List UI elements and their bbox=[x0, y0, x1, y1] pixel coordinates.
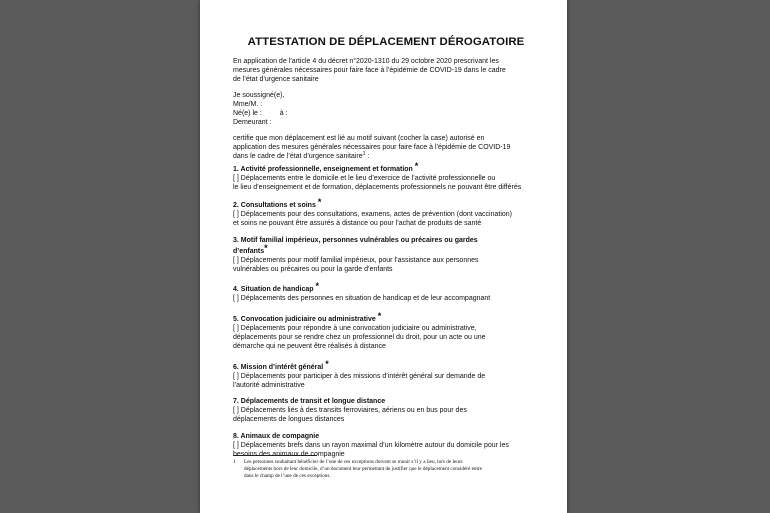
footnote-text: Les personnes souhaitant bénéficier de l’une de ces exceptions doivent se munir s’il y a lieu, lors de leurs bbox=[244, 459, 463, 465]
section-heading-text: 6. Mission d’intérêt général bbox=[233, 364, 324, 371]
section-heading-text: 1. Activité professionnelle, enseignement et formation bbox=[233, 166, 413, 173]
asterisk: * bbox=[264, 243, 268, 253]
certify-line-text: dans le cadre de l’état d’urgence sanitaire bbox=[233, 153, 363, 160]
asterisk: * bbox=[325, 359, 329, 369]
section-heading-3-cont bbox=[233, 243, 268, 256]
section-text-7: déplacements de longues distances bbox=[233, 416, 345, 423]
identity-name: Mme/M. : bbox=[233, 101, 263, 108]
identity-birth bbox=[233, 109, 288, 118]
document-title: ATTESTATION DE DÉPLACEMENT DÉROGATOIRE bbox=[247, 36, 525, 48]
section-heading-6 bbox=[233, 359, 329, 372]
section-heading-text: 4. Situation de handicap bbox=[233, 286, 314, 293]
footnote-divider bbox=[233, 455, 317, 456]
section-heading-4 bbox=[233, 281, 319, 294]
section-option-5[interactable]: [ ] Déplacements pour répondre à une convocation judiciaire ou administrative, bbox=[233, 325, 477, 332]
certify-line: application des mesures générales nécessaires pour faire face à l’épidémie de COVID-19 bbox=[233, 144, 511, 151]
intro-line: de l’état d’urgence sanitaire bbox=[233, 76, 319, 83]
identity-birth-date: Né(e) le : bbox=[233, 110, 262, 117]
intro-line: mesures générales nécessaires pour faire face à l’épidémie de COVID-19 dans le cadre bbox=[233, 67, 506, 74]
footnote-number: 1 bbox=[233, 459, 236, 465]
section-text-5: déplacements pour se rendre chez un professionnel du droit, pour un acte ou une bbox=[233, 334, 486, 341]
asterisk: * bbox=[315, 281, 319, 291]
section-heading-text: d’enfants bbox=[233, 248, 265, 255]
section-heading-3: 3. Motif familial impérieux, personnes vulnérables ou précaires ou gardes bbox=[233, 237, 478, 244]
intro-line: En application de l’article 4 du décret n°2020-1310 du 29 octobre 2020 prescrivant les bbox=[233, 58, 499, 65]
section-text-5: démarche qui ne peuvent être réalisés à distance bbox=[233, 343, 386, 350]
section-option-8[interactable]: [ ] Déplacements brefs dans un rayon maximal d’un kilomètre autour du domicile pour les bbox=[233, 442, 509, 449]
certify-line: certifie que mon déplacement est lié au motif suivant (cocher la case) autorisé en bbox=[233, 135, 485, 142]
section-option-3[interactable]: [ ] Déplacements pour motif familial impérieux, pour l’assistance aux personnes bbox=[233, 257, 479, 264]
footnote-ref[interactable]: 1 bbox=[362, 151, 366, 157]
asterisk: * bbox=[414, 161, 419, 171]
section-heading-5 bbox=[233, 311, 382, 324]
section-heading-7: 7. Déplacements de transit et longue distance bbox=[233, 398, 386, 405]
section-text-1: le lieu d’enseignement et de formation, déplacements professionnels ne pouvant être différés bbox=[233, 184, 522, 191]
section-option-1[interactable]: [ ] Déplacements entre le domicile et le lieu d’exercice de l’activité professionnelle ou bbox=[233, 175, 496, 182]
asterisk: * bbox=[317, 197, 322, 207]
section-option-7[interactable]: [ ] Déplacements liés à des transits ferroviaires, aériens ou en bus pour des bbox=[233, 407, 467, 414]
certify-colon: : bbox=[365, 153, 370, 160]
document-page bbox=[200, 0, 567, 513]
section-heading-text: 2. Consultations et soins bbox=[233, 202, 316, 209]
section-heading-text: 5. Convocation judiciaire ou administrative bbox=[233, 316, 376, 323]
section-option-2[interactable]: [ ] Déplacements pour des consultations, examens, actes de prévention (dont vaccination) bbox=[233, 211, 512, 218]
footnote-text: dans le champ de l’une de ces exceptions. bbox=[244, 473, 331, 479]
identity-birth-place: à : bbox=[279, 110, 288, 117]
asterisk: * bbox=[377, 311, 382, 321]
section-text-2: et soins ne pouvant être assurés à distance ou pour l’achat de produits de santé bbox=[233, 220, 482, 227]
section-option-6[interactable]: [ ] Déplacements pour participer à des missions d’intérêt général sur demande de bbox=[233, 373, 486, 380]
certify-line bbox=[233, 152, 369, 162]
section-text-6: l’autorité administrative bbox=[233, 382, 305, 389]
section-heading-1 bbox=[233, 161, 419, 174]
footnote-text: déplacements hors de leur domicile, d’un document leur permettant de justifier que le déplacement considéré entre bbox=[244, 466, 482, 472]
identity-address: Demeurant : bbox=[233, 119, 272, 126]
section-option-4[interactable]: [ ] Déplacements des personnes en situation de handicap et de leur accompagnant bbox=[233, 295, 491, 302]
section-text-3: vulnérables ou précaires ou pour la garde d’enfants bbox=[233, 266, 393, 273]
identity-soussigne: Je soussigné(e), bbox=[233, 92, 285, 99]
section-text-8: besoins des animaux de compagnie bbox=[233, 451, 345, 458]
section-heading-2 bbox=[233, 197, 322, 210]
section-heading-8: 8. Animaux de compagnie bbox=[233, 433, 320, 440]
